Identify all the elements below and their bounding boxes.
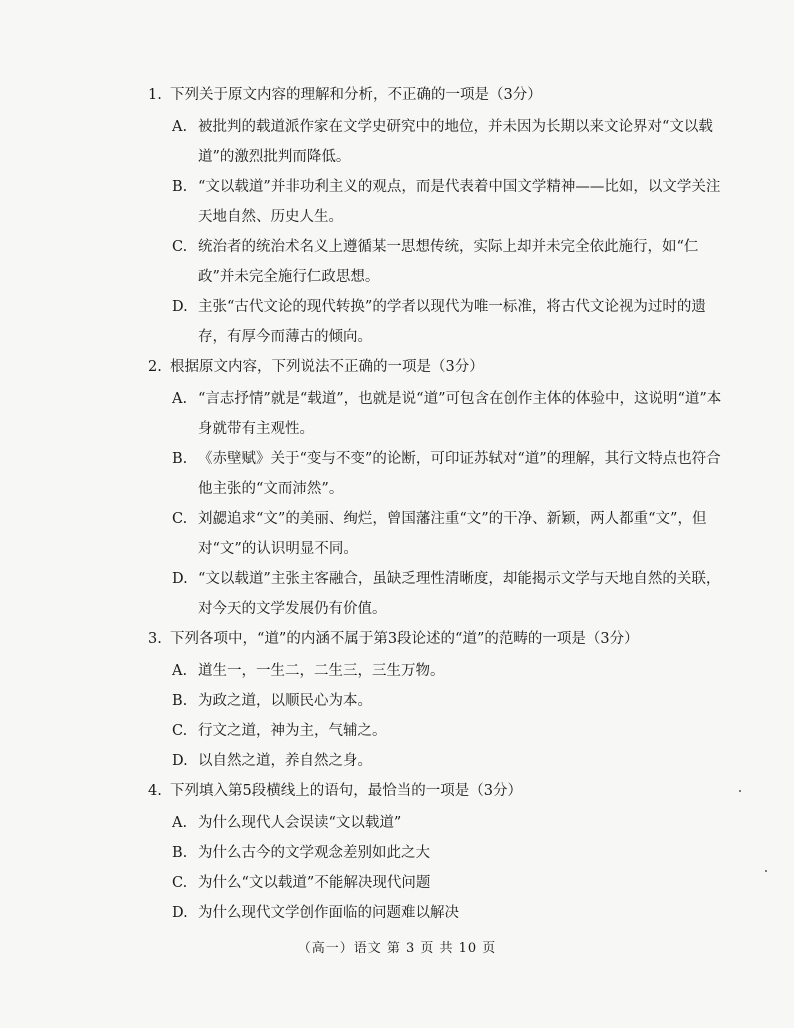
question-number: 4. [148, 783, 162, 799]
option-letter: B. [172, 845, 188, 861]
option-text: 道生一，一生二，二生三，三生万物。 [198, 663, 445, 679]
option-letter: A. [172, 815, 188, 831]
option-letter: D. [172, 571, 188, 587]
option-d [172, 564, 734, 624]
option-text: 为什么古今的文学观念差别如此之大 [198, 845, 430, 861]
question-number: 3. [148, 631, 162, 647]
page-footer: （高一）语文 第 3 页 共 10 页 [297, 941, 497, 956]
option-letter: B. [172, 451, 188, 467]
option-text: 以自然之道，养自然之身。 [198, 753, 372, 769]
option-letter: D. [172, 299, 188, 315]
option-a [172, 112, 734, 172]
option-b [172, 172, 734, 232]
option-letter: A. [172, 119, 188, 135]
option-b [172, 444, 734, 504]
option-text: 为什么“文以载道”不能解决现代问题 [198, 875, 431, 891]
option-text: “言志抒情”就是“载道”，也就是说“道”可包含在创作主体的体验中，这说明“道”本身就带有主观性。 [198, 391, 722, 437]
question-text: 根据原文内容，下列说法不正确的一项是（3分） [170, 359, 484, 375]
option-a [172, 656, 734, 686]
option-letter: D. [172, 753, 188, 769]
option-text: “文以载道”并非功利主义的观点，而是代表着中国文学精神——比如，以文学关注天地自然、历史人生。 [198, 179, 721, 225]
option-text: 统治者的统治术名义上遵循某一思想传统，实际上却并未完全依此施行，如“仁政”并未完全施行仁政思想。 [198, 239, 699, 285]
option-d [172, 746, 734, 776]
option-letter: B. [172, 693, 188, 709]
option-d [172, 292, 734, 352]
question-text: 下列关于原文内容的理解和分析，不正确的一项是（3分） [170, 87, 542, 103]
question-stem [148, 780, 734, 802]
option-c [172, 868, 734, 898]
question-stem [148, 628, 734, 650]
question-text: 下列填入第5段横线上的语句，最恰当的一项是（3分） [170, 783, 522, 799]
option-c [172, 504, 734, 564]
question-3 [148, 628, 734, 776]
option-letter: C. [172, 723, 188, 739]
question-4 [148, 780, 734, 928]
option-letter: D. [172, 905, 188, 921]
option-b [172, 686, 734, 716]
question-1 [148, 84, 734, 352]
option-b [172, 838, 734, 868]
option-c [172, 232, 734, 292]
option-letter: C. [172, 511, 188, 527]
option-a [172, 384, 734, 444]
option-text: “文以载道”主张主客融合，虽缺乏理性清晰度，却能揭示文学与天地自然的关联，对今天的文学发展仍有价值。 [198, 571, 721, 617]
option-text: 主张“古代文论的现代转换”的学者以现代为唯一标准，将古代文论视为过时的遗存，有厚今而薄古的倾向。 [198, 299, 706, 345]
question-text: 下列各项中，“道”的内涵不属于第3段论述的“道”的范畴的一项是（3分） [170, 631, 639, 647]
option-c [172, 716, 734, 746]
option-letter: C. [172, 875, 188, 891]
question-stem [148, 84, 734, 106]
option-text: 《赤壁赋》关于“变与不变”的论断，可印证苏轼对“道”的理解，其行文特点也符合他主张的“文而沛然”。 [198, 451, 721, 497]
option-text: 为什么现代人会误读“文以载道” [198, 815, 402, 831]
option-text: 行文之道，神为主，气辅之。 [198, 723, 387, 739]
option-text: 为什么现代文学创作面临的问题难以解决 [198, 905, 459, 921]
option-d [172, 898, 734, 928]
option-text: 刘勰追求“文”的美丽、绚烂，曾国藩注重“文”的干净、新颖，两人都重“文”，但对“文”的认识明显不同。 [198, 511, 707, 557]
question-2 [148, 356, 734, 624]
question-number: 1. [148, 87, 162, 103]
scan-speck [739, 790, 741, 792]
option-letter: C. [172, 239, 188, 255]
option-letter: A. [172, 391, 188, 407]
option-letter: B. [172, 179, 188, 195]
option-a [172, 808, 734, 838]
scan-speck [765, 870, 767, 872]
option-text: 为政之道，以顺民心为本。 [198, 693, 372, 709]
question-number: 2. [148, 359, 162, 375]
option-text: 被批判的载道派作家在文学史研究中的地位，并未因为长期以来文论界对“文以载道”的激烈批判而降低。 [198, 119, 713, 165]
option-letter: A. [172, 663, 188, 679]
question-stem [148, 356, 734, 378]
